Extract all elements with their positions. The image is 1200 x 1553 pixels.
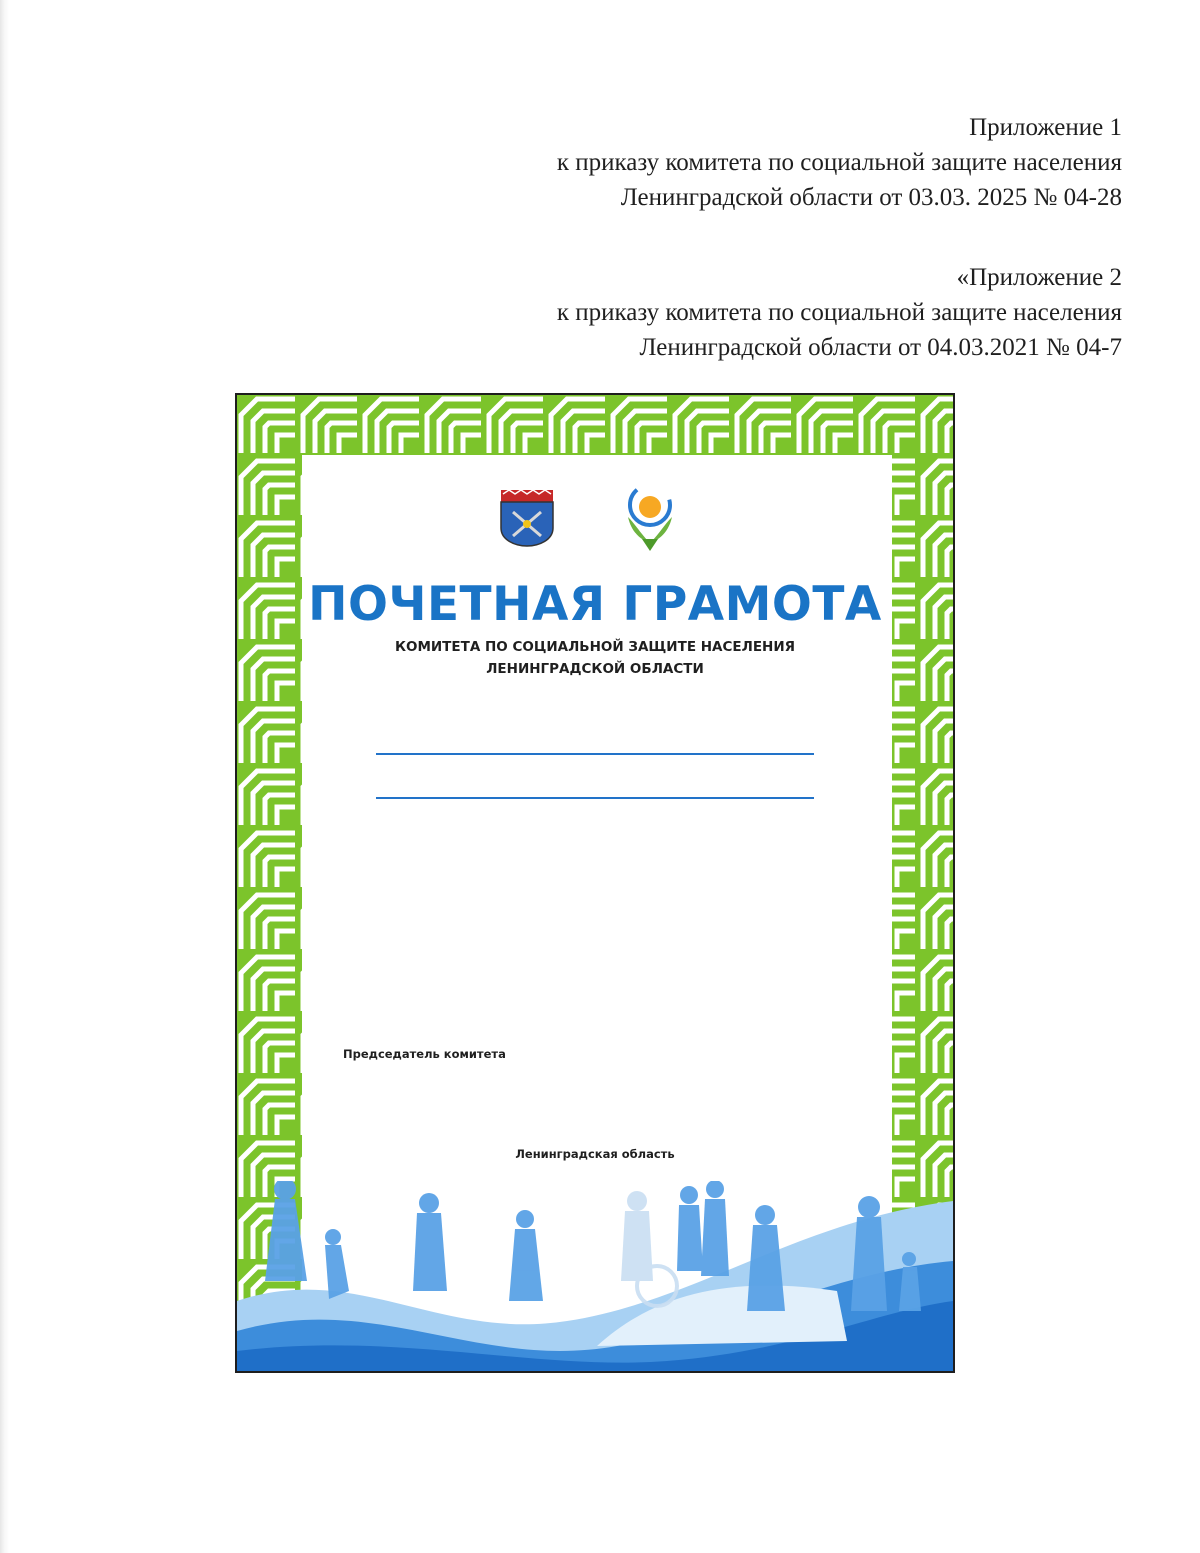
- social-protection-logo-icon: [620, 483, 680, 555]
- honorary-certificate: [235, 393, 955, 1373]
- chairman-signature-label: Председатель комитета: [343, 1047, 506, 1061]
- appendix-1-header: [557, 110, 1122, 215]
- certificate-subtitle-line-2: ЛЕНИНГРАДСКОЙ ОБЛАСТИ: [486, 661, 704, 677]
- recipient-name-line-2: [376, 797, 814, 799]
- appendix-1-line-3: Ленинградской области от 03.03. 2025 № 04-28: [620, 184, 1122, 211]
- coat-of-arms-icon: [499, 488, 555, 548]
- scan-edge: [0, 0, 9, 1553]
- certificate-subtitle-line-1: КОМИТЕТА ПО СОЦИАЛЬНОЙ ЗАЩИТЕ НАСЕЛЕНИЯ: [394, 639, 796, 655]
- appendix-2-header: [557, 260, 1122, 365]
- recipient-name-line-1: [376, 753, 814, 755]
- appendix-1-line-2: к приказу комитета по социальной защите населения: [556, 149, 1122, 176]
- certificate-title: ПОЧЕТНАЯ ГРАМОТА: [308, 577, 882, 632]
- appendix-2-line-2: к приказу комитета по социальной защите населения: [556, 299, 1122, 326]
- appendix-2-line-1: «Приложение 2: [956, 264, 1122, 291]
- appendix-2-line-3: Ленинградской области от 04.03.2021 № 04-7: [639, 334, 1122, 361]
- region-label: Ленинградская область: [515, 1147, 675, 1161]
- appendix-1-line-1: Приложение 1: [969, 114, 1122, 141]
- people-silhouettes-scene: [237, 1181, 953, 1371]
